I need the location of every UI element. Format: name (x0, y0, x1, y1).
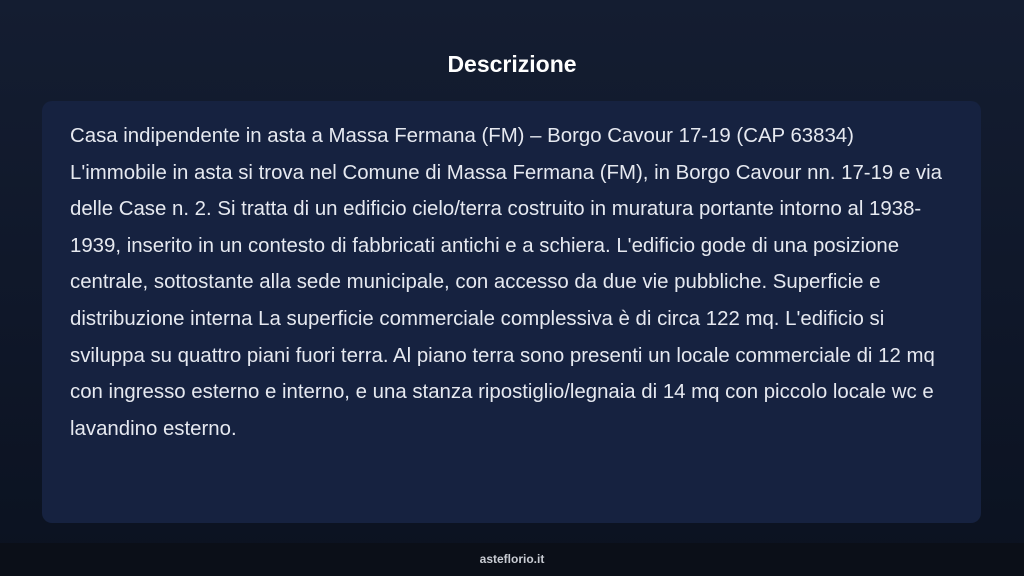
footer-site-label: asteflorio.it (479, 552, 545, 566)
page-title: Descrizione (447, 51, 577, 77)
description-text: Casa indipendente in asta a Massa Fermana (FM) – Borgo Cavour 17-19 (CAP 63834) L'immobile in asta si trova nel Comune di Massa Fermana (FM), in Borgo Cavour nn. 17-19 e via delle Case n. 2. Si tratta di un edificio cielo/terra costruito in muratura portante intorno al 1938-1939, inserito in un contesto di fabbricati antichi e a schiera. L'edificio gode di una posizione centrale, sottostante alla sede municipale, con accesso da due vie pubbliche. Superficie e distribuzione interna La superficie commerciale complessiva è di circa 122 mq. L'edificio si sviluppa su quattro piani fuori terra. Al piano terra sono presenti un locale commerciale di 12 mq con ingresso esterno e interno, e una stanza ripostiglio/legnaia di 14 mq con piccolo locale wc e lavandino esterno. (70, 125, 942, 440)
footer-bar (0, 543, 1024, 576)
description-card (42, 101, 981, 523)
